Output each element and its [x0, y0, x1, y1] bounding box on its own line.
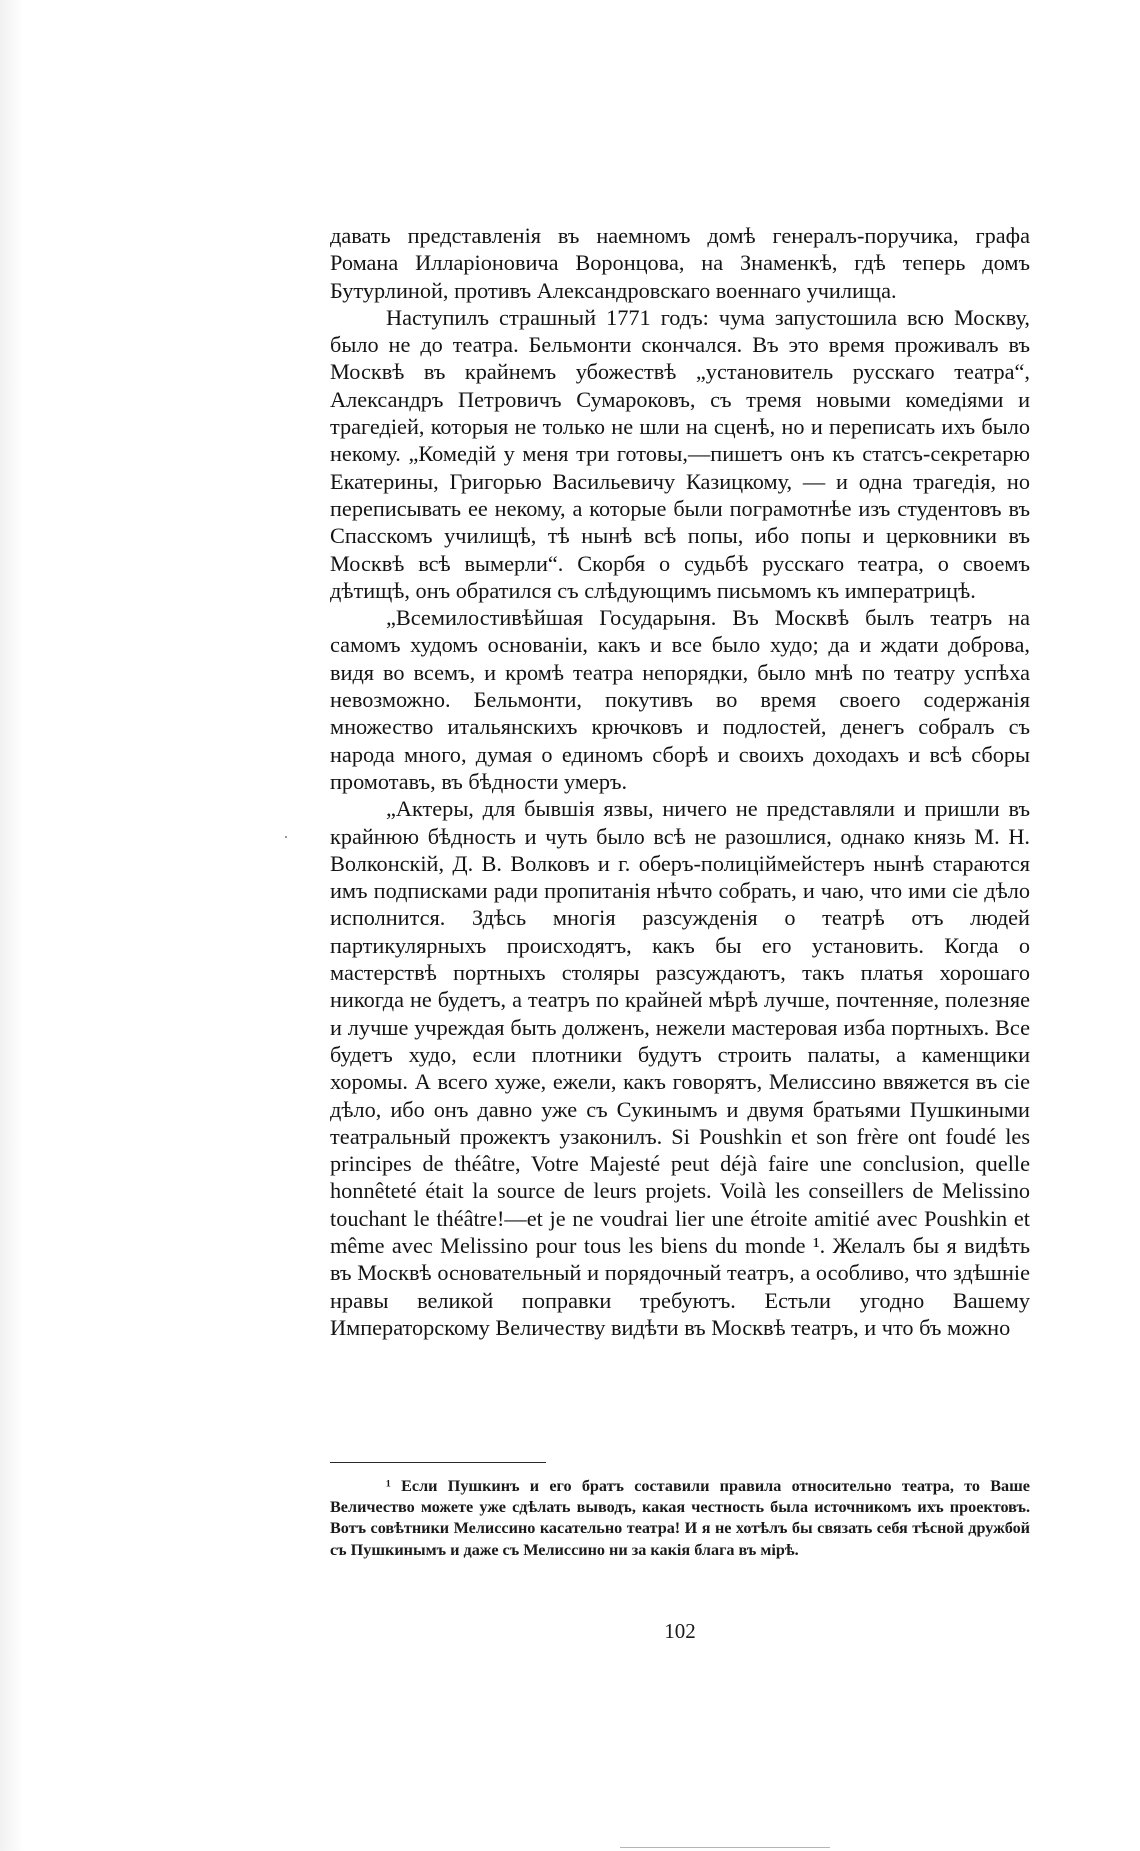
paragraph-continuation: давать представленія въ наемномъ домѣ генералъ-поручика, графа Романа Илларіоновича Воронцова, на Знаменкѣ, гдѣ теперь домъ Бутурлиной, противъ Александровскаго военнаго училища.	[330, 223, 1030, 303]
paragraph-letter-actors: „Актеры, для бывшія язвы, ничего не представляли и пришли въ крайнюю бѣдность и чуть было всѣ не разошлися, однако князь М. Н. Волконскій, Д. В. Волковъ и г. оберъ-полиціймейстеръ нынѣ стараются имъ подписками ради пропитанія нѣчто собрать, и чаю, что ими сіе дѣло исполнится. Здѣсь многія разсужденія о театрѣ отъ людей партикулярныхъ происходятъ, какъ бы его установить. Когда о мастерствѣ портныхъ столяры разсуждаютъ, такъ платья хорошаго никогда не будетъ, а театръ по крайней мѣрѣ лучше, почтенняе, полезняе и лучше учреждая быть долженъ, нежели мастеровая изба портныхъ. Все будетъ худо, если плотники будутъ строить палаты, а каменщики хоромы. А всего хуже, ежели, какъ говорятъ, Мелиссино ввяжется въ сіе дѣло, ибо онъ давно уже съ Сукинымъ и двумя братьями Пушкиными театральный прожектъ узаконилъ. Si Poushkin et son frère ont foudé les principes de théâtre, Votre Majesté peut déjà faire une conclusion, quelle honnêteté était la source de leurs projets. Voilà les conseillers de Melissino touchant le théâtre!—et je ne voudrai lier une étroite amitié avec Poushkin et même avec Melissino pour tous les biens du monde ¹. Желалъ бы я видѣть въ Москвѣ основательный и порядочный театръ, а особливо, что здѣшніе нравы великой поправки требуютъ. Естьли угодно Вашему Императорскому Величеству видѣти въ Москвѣ театръ, и что бъ можно	[330, 796, 1030, 1340]
main-text	[330, 222, 1030, 1341]
paragraph-plague-year: Наступилъ страшный 1771 годъ: чума запустошила всю Москву, было не до театра. Бельмонти скончался. Въ это время проживалъ въ Москвѣ въ крайнемъ убожествѣ „установитель русскаго театра“, Александръ Петровичъ Сумароковъ, съ тремя новыми комедіями и трагедіей, которыя не только не шли на сценѣ, но и переписать ихъ было некому. „Комедій у меня три готовы,—пишетъ онъ къ статсъ-секретарю Екатерины, Григорью Васильевичу Казицкому, — и одна трагедія, но переписывать ее некому, а которые были пограмотнѣе изъ студентовъ въ Спасскомъ училищѣ, тѣ нынѣ всѣ попы, ибо попы и церковники въ Москвѣ всѣ вымерли“. Скорбя о судьбѣ русскаго театра, о своемъ дѣтищѣ, онъ обратился съ слѣдующимъ письмомъ къ императрицѣ.	[330, 304, 1030, 603]
footnote-divider	[330, 1462, 546, 1463]
scan-edge-shade	[0, 0, 24, 1851]
scan-bottom-line	[620, 1847, 830, 1848]
margin-mark	[285, 836, 287, 838]
footnote: ¹ Если Пушкинъ и его братъ составили правила относительно театра, то Ваше Величество можете уже сдѣлать выводъ, какая честность была источникомъ ихъ проектовъ. Вотъ совѣтники Мелиссино касательно театра! И я не хотѣлъ бы связать себя тѣсной дружбой съ Пушкинымъ и даже съ Мелиссино ни за какія блага въ мірѣ.	[330, 1477, 1030, 1559]
paragraph-letter-opening: „Всемилостивѣйшая Государыня. Въ Москвѣ былъ театръ на самомъ худомъ основаніи, какъ и все было худо; да и ждати доброва, видя во всемъ, и кромѣ театра непорядки, было мнѣ по театру успѣха невозможно. Бельмонти, покутивъ во время своего содержанія множество итальянскихъ крючковъ и подлостей, денегъ собралъ съ народа много, думая о единомъ сборѣ и своихъ доходахъ и всѣ сборы промотавъ, въ бѣдности умеръ.	[330, 605, 1030, 794]
page-number: 102	[664, 1619, 696, 1643]
